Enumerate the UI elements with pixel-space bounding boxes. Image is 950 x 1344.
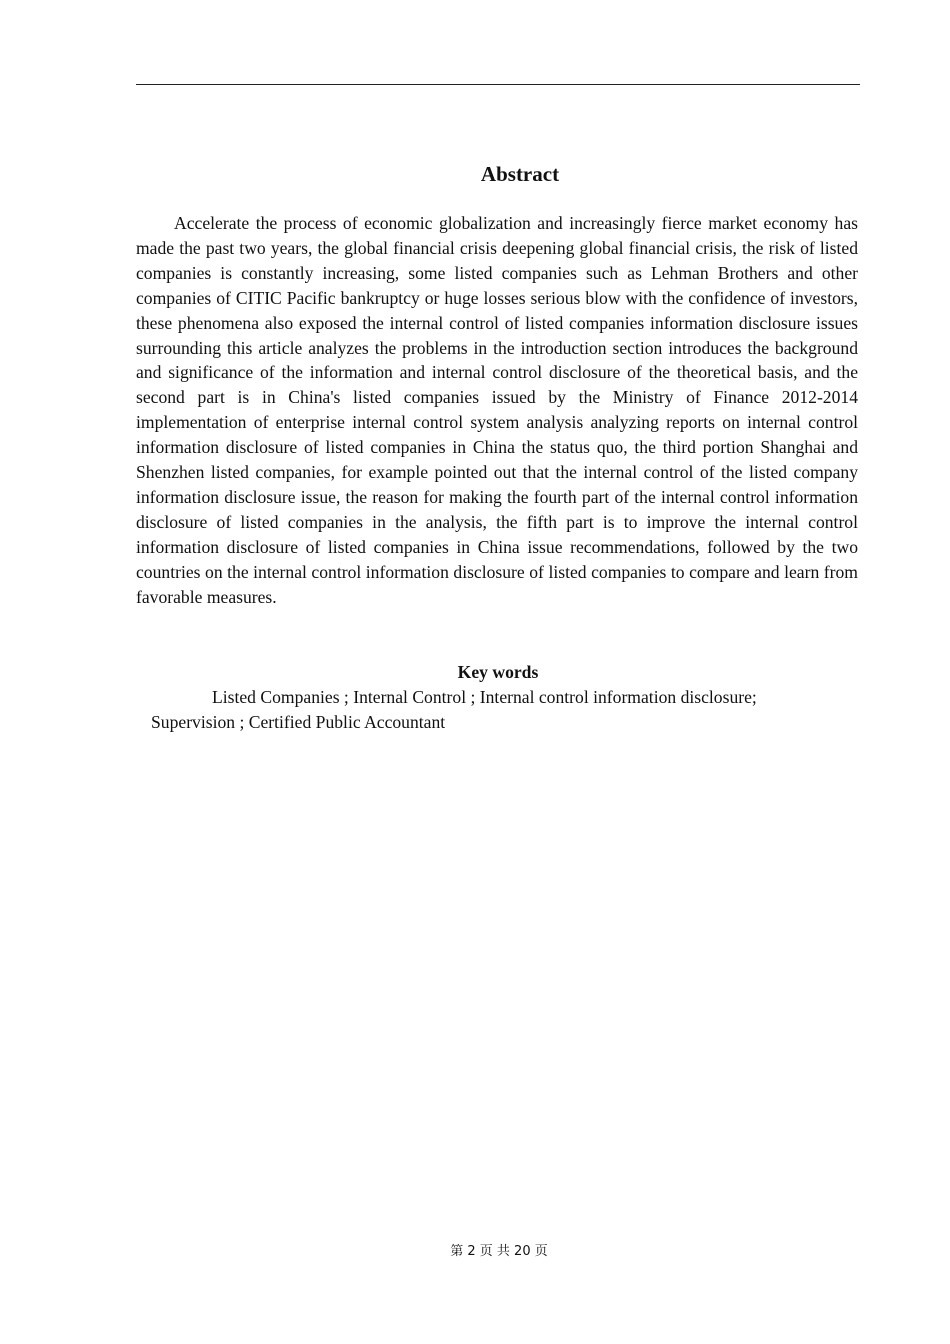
abstract-title: Abstract [480,162,560,186]
keywords-heading: Key words [457,662,539,682]
header-rule [136,84,860,85]
keywords-list-line-1: Listed Companies ; Internal Control ; Internal control information disclosure; [212,687,757,707]
keywords-list-line-2: Supervision ; Certified Public Accountant [151,712,446,732]
page-number-footer: 第 2 页 共 20 页 [450,1244,548,1259]
abstract-body: Accelerate the process of economic globalization and increasingly fierce market economy has made the past two years, the global financial crisis deepening global financial crisis, the risk of listed companies is constantly increasing, some listed companies such as Lehman Brothers and other companies of CITIC Pacific bankruptcy or huge losses serious blow with the confidence of investors, these phenomena also exposed the internal control of listed companies information disclosure issues surrounding this article analyzes the problems in the introduction section introduces the background and significance of the information and internal control disclosure of the theoretical basis, and the second part is in China's listed companies issued by the Ministry of Finance 2012-2014 implementation of enterprise internal control system analysis analyzing reports on internal control information disclosure of listed companies in China the status quo, the third portion Shanghai and Shenzhen listed companies, for example pointed out that the internal control of the listed company information disclosure issue, the reason for making the fourth part of the internal control information disclosure of listed companies in the analysis, the fifth part is to improve the internal control information disclosure of listed companies in China issue recommendations, followed by the two countries on the internal control information disclosure of listed companies to compare and learn from favorable measures. [136,213,858,607]
